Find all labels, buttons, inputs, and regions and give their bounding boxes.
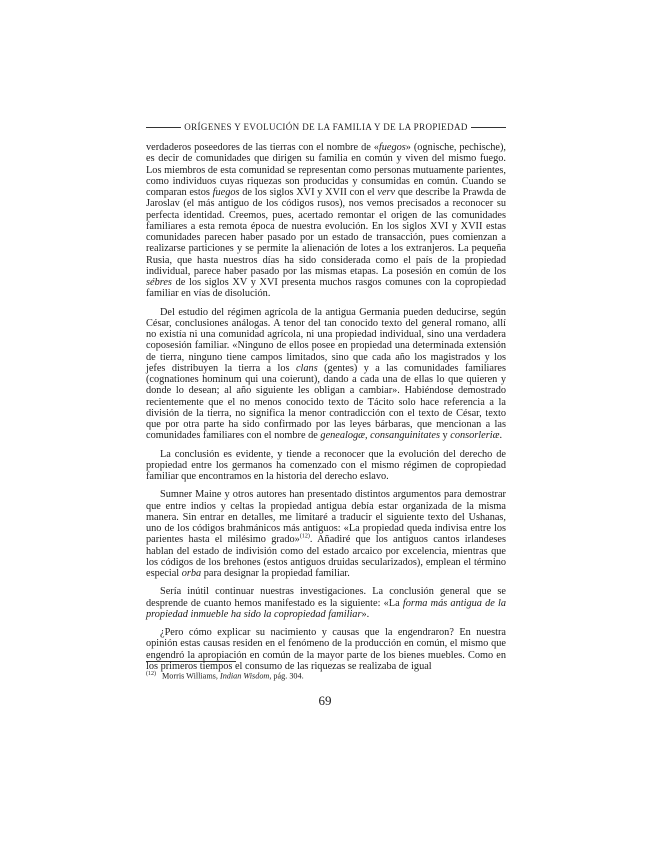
text-run: para designar la propiedad familiar. [201,568,350,579]
text-run: . [499,430,503,442]
italic-text: forma más antigua de la propiedad inmueble ha sido la copropiedad familiar [146,597,506,620]
italic-text: verv [377,187,396,198]
footnote-rest: , pág. 304. [269,671,304,681]
text-run: Sería inútil continuar nuestras investigaciones. La conclusión general que se desprende de cuanto hemos manifestado es la siguiente: «La [146,586,506,609]
footnote-work: Indian Wisdom [219,671,270,681]
header-rule-right [471,127,506,128]
italic-text: consorleriæ [450,430,500,442]
footnote-rule [146,661,236,662]
text-run: . Añadiré que los antiguos cantos irlandeses hablan del estado de indivisión como del estado arcaico por excelencia, mientras que los códigos de los brehones (estos antiguos druidas secularizados), emplean el término especial [146,534,506,579]
paragraph [146,586,506,620]
paragraph [146,489,506,579]
text-run: verdaderos poseedores de las tierras con el nombre de « [146,142,379,153]
text-run: Sumner Maine y otros autores han presentado distintos argumentos para demostrar que entre indios y celtas la propiedad antigua debía estar organizada de la misma manera. Sin entrar en detalles, me limitaré a traducir el siguiente texto del Ushanas, uno de los códigos brahmánicos más antiguos: «La propiedad queda indivisa entre los parientes hasta el milésimo grado» [146,489,506,546]
italic-text: genealogæ, consanguinitates [320,430,440,442]
header-rule-left [146,127,181,128]
paragraph [146,307,506,442]
footnote [146,669,506,682]
paragraph [146,142,506,300]
italic-text: sébres [146,277,172,288]
footnote-mark: (12) [146,671,156,677]
paragraph [146,449,506,483]
italic-text: orba [181,568,202,579]
paragraph [146,627,506,672]
text-run: ¿Pero cómo explicar su nacimiento y causas que la engendraron? En nuestra opinión estas causas residen en el fenómeno de la producción en común, el mismo que engendró la apropiación en común de la mayor parte de los bienes muebles. Como en los primeros tiempos el consumo de las riquezas se realizaba de igual [146,627,506,672]
text-run: de los siglos XV y XVI presenta muchos rasgos comunes con la copropiedad familiar en vías de disolución. [146,277,506,300]
footnote-ref: (12) [299,533,310,540]
text-run: » (ognische, pechische), es decir de comunidades que dirigen su familia en común y viven del mismo fuego. Los miembros de esta comunidad se representan como personas mutuamente parientes, como individuos cuyas riquezas son producidas y consumidas en común. Cuando se comparan estos [146,142,506,198]
italic-text: clans [295,362,318,374]
text-run: ». [361,608,370,620]
text-run: Del estudio del régimen agrícola de la antigua Germania pueden deducirse, según César, conclusiones análogas. A tenor del tan conocido texto del general romano, allí no existía ni una comunidad agrícola, ni una propiedad individual, sino una verdadera coposesión familiar. «Ninguno de ellos posee en propiedad una determinada extensión de tierra, ninguno tiene campos limitados, sino que cada año los magistrados y los jefes distribuyen la tierra a los [146,306,506,374]
page-number: 69 [318,693,332,708]
header-title: ORÍGENES Y EVOLUCIÓN DE LA FAMILIA Y DE LA PROPIEDAD [184,122,468,132]
italic-text: fuegos [212,187,240,198]
body-text [146,142,506,679]
text-run: (gentes) y a las comunidades familiares (cognationes hominum qui una coierunt), dando a cada una de ellas lo que quieren y donde lo desean; al año siguiente les obligan a cambiar». Habiéndose demostrado recientemente que el no menos conocido texto de Tácito solo hace referencia a la división de la tierra, no significa la menor contradicción con el texto de César, texto que por otra parte ha sido confirmado por las leyes bárbaras, que mencionan a las comunidades familiares con el nombre de [146,362,506,442]
text-run: de los siglos XVI y XVII con el [239,187,378,198]
text-run: y [439,430,451,442]
italic-text: fuegos [378,142,406,153]
running-header [146,120,506,134]
text-run: La conclusión es evidente, y tiende a reconocer que la evolución del derecho de propiedad entre los germanos ha comenzado con el mismo régimen de copropiedad familiar que encontramos en la historia del derecho eslavo. [146,448,506,482]
text-run: que describe la Prawda de Jaroslav (el más antiguo de los códigos rusos), nos vemos precisados a reconocer su perfecta identidad. Creemos, pues, acertado remontar el origen de las comunidades familiares a esta remota época de nuestra evolución. En los siglos XVI y XVII estas comunidades parecen haber pasado por un estado de transacción, pues comienzan a realizarse particiones y se permite la alienación de lotes a los extranjeros. La pequeña Rusia, que hasta nuestros días ha sido considerada como el país de la propiedad individual, parece haber pasado por las mismas etapas. La posesión en común de los [146,187,506,277]
footnote-author: Morris Williams, [162,671,220,681]
